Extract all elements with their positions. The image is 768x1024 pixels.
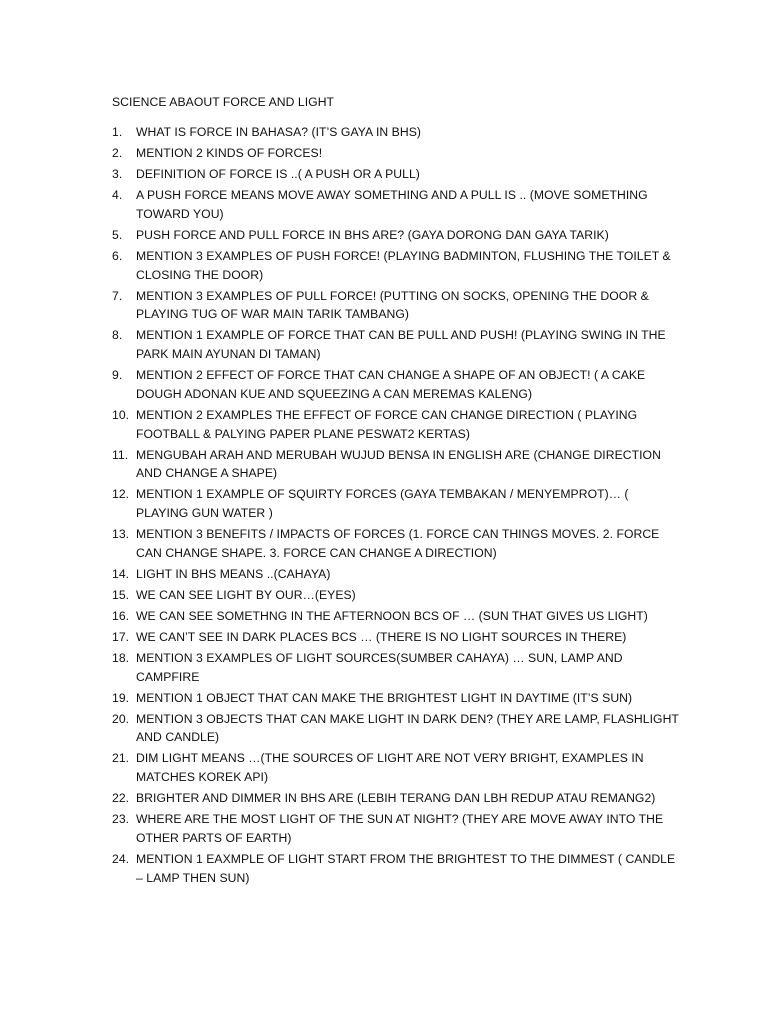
list-item (112, 123, 680, 142)
list-item (112, 689, 680, 708)
list-item-number: 15. (112, 587, 130, 602)
list-item (112, 144, 680, 163)
list-item-number: 4. (112, 187, 123, 202)
list-item-text: DIM LIGHT MEANS …(THE SOURCES OF LIGHT ARE NOT VERY BRIGHT, EXAMPLES IN MATCHES KOREK API) (136, 751, 644, 785)
list-item (112, 165, 680, 184)
question-list (112, 123, 680, 890)
list-item-number: 1. (112, 125, 123, 139)
list-item-text: MENTION 1 EXAMPLE OF FORCE THAT CAN BE PULL AND PUSH! (PLAYING SWING IN THE PARK MAIN AYUNAN DI TAMAN) (136, 328, 666, 362)
list-item-text: MENTION 3 BENEFITS / IMPACTS OF FORCES (1. FORCE CAN THINGS MOVES. 2. FORCE CAN CHANGE SHAPE. 3. FORCE CAN CHANGE A DIRECTION) (136, 527, 660, 560)
list-item-number: 23. (112, 812, 130, 827)
list-item (112, 586, 680, 605)
list-item (112, 186, 680, 224)
list-item-number: 16. (112, 608, 130, 623)
list-item (112, 287, 680, 325)
document-title: SCIENCE ABAOUT FORCE AND LIGHT (112, 95, 335, 109)
list-item-text: MENTION 1 EAXMPLE OF LIGHT START FROM THE BRIGHTEST TO THE DIMMEST ( CANDLE – LAMP THEN SUN) (136, 852, 676, 885)
list-item-text: LIGHT IN BHS MEANS ..(CAHAYA) (136, 566, 331, 581)
list-item-text: A PUSH FORCE MEANS MOVE AWAY SOMETHING AND A PULL IS .. (MOVE SOMETHING TOWARD YOU) (136, 187, 648, 221)
list-item-number: 8. (112, 328, 123, 343)
list-item (112, 326, 680, 364)
list-item (112, 810, 680, 848)
list-item-number: 24. (112, 852, 130, 866)
list-item-text: MENTION 2 EFFECT OF FORCE THAT CAN CHANGE A SHAPE OF AN OBJECT! ( A CAKE DOUGH ADONAN KUE AND SQUEEZING A CAN MEREMAS KALENG) (136, 368, 646, 401)
list-item-number: 10. (112, 407, 130, 422)
list-item (112, 525, 680, 563)
list-item-number: 22. (112, 791, 130, 806)
list-item-text: MENTION 2 KINDS OF FORCES! (136, 145, 323, 160)
list-item (112, 607, 680, 626)
list-item-number: 12. (112, 487, 130, 502)
list-item-text: WHERE ARE THE MOST LIGHT OF THE SUN AT NIGHT? (THEY ARE MOVE AWAY INTO THE OTHER PARTS OF EARTH) (136, 812, 664, 846)
list-item-text: WHAT IS FORCE IN BAHASA? (IT’S GAYA IN BHS) (136, 125, 421, 139)
list-item (112, 649, 680, 687)
list-item-number: 19. (112, 690, 130, 705)
list-item-number: 9. (112, 368, 123, 383)
list-item-number: 5. (112, 227, 123, 242)
list-item-number: 14. (112, 566, 130, 581)
list-item-text: DEFINITION OF FORCE IS ..( A PUSH OR A PULL) (136, 166, 420, 181)
list-item (112, 710, 680, 748)
list-item-text: MENTION 3 EXAMPLES OF PUSH FORCE! (PLAYING BADMINTON, FLUSHING THE TOILET & CLOSING THE DOOR) (136, 248, 671, 282)
list-item-text: WE CAN’T SEE IN DARK PLACES BCS … (THERE IS NO LIGHT SOURCES IN THERE) (136, 629, 627, 644)
list-item-text: BRIGHTER AND DIMMER IN BHS ARE (LEBIH TERANG DAN LBH REDUP ATAU REMANG2) (136, 791, 656, 806)
list-item (112, 446, 680, 484)
list-item (112, 366, 680, 404)
list-item-text: MENTION 1 OBJECT THAT CAN MAKE THE BRIGHTEST LIGHT IN DAYTIME (IT’S SUN) (136, 690, 633, 705)
list-item (112, 749, 680, 787)
list-item-text: MENTION 3 OBJECTS THAT CAN MAKE LIGHT IN DARK DEN? (THEY ARE LAMP, FLASHLIGHT AND CANDLE) (136, 711, 679, 745)
list-item-text: MENTION 3 EXAMPLES OF LIGHT SOURCES(SUMBER CAHAYA) … SUN, LAMP AND CAMPFIRE (136, 650, 623, 684)
list-item-text: MENTION 1 EXAMPLE OF SQUIRTY FORCES (GAYA TEMBAKAN / MENYEMPROT)… ( PLAYING GUN WATER ) (136, 487, 629, 521)
list-item (112, 485, 680, 523)
list-item-number: 6. (112, 248, 123, 263)
list-item (112, 628, 680, 647)
list-item-number: 11. (112, 447, 129, 462)
list-item-number: 18. (112, 650, 130, 665)
list-item-text: WE CAN SEE SOMETHNG IN THE AFTERNOON BCS OF … (SUN THAT GIVES US LIGHT) (136, 608, 648, 623)
list-item-number: 13. (112, 527, 130, 542)
list-item-text: MENTION 3 EXAMPLES OF PULL FORCE! (PUTTING ON SOCKS, OPENING THE DOOR & PLAYING TUG OF WAR MAIN TARIK TAMBANG) (136, 288, 649, 322)
list-item-number: 3. (112, 166, 123, 181)
list-item (112, 789, 680, 808)
list-item (112, 406, 680, 444)
list-item-number: 20. (112, 711, 130, 726)
list-item (112, 226, 680, 245)
list-item-text: PUSH FORCE AND PULL FORCE IN BHS ARE? (GAYA DORONG DAN GAYA TARIK) (136, 227, 609, 242)
list-item (112, 565, 680, 584)
list-item-text: MENTION 2 EXAMPLES THE EFFECT OF FORCE CAN CHANGE DIRECTION ( PLAYING FOOTBALL & PALYING PAPER PLANE PESWAT2 KERTAS) (136, 407, 638, 441)
list-item-number: 7. (112, 288, 123, 303)
list-item-text: MENGUBAH ARAH AND MERUBAH WUJUD BENSA IN ENGLISH ARE (CHANGE DIRECTION AND CHANGE A SHAPE) (136, 447, 661, 481)
list-item-text: WE CAN SEE LIGHT BY OUR…(EYES) (136, 587, 356, 602)
list-item-number: 17. (112, 629, 130, 644)
list-item (112, 850, 680, 888)
list-item-number: 21. (112, 751, 130, 766)
list-item (112, 247, 680, 285)
list-item-number: 2. (112, 145, 123, 160)
